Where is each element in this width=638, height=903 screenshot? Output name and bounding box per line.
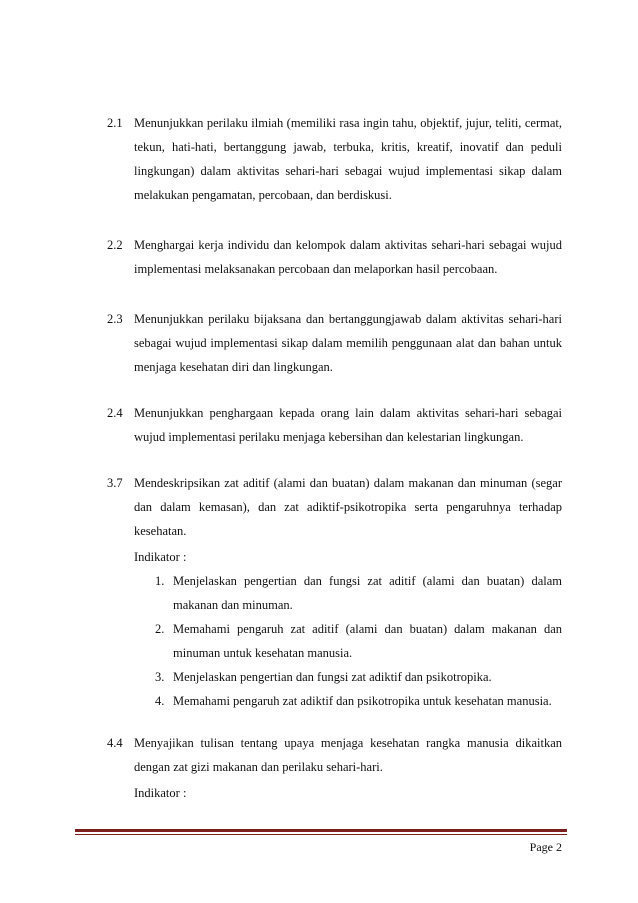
indicator-text: Menjelaskan pengertian dan fungsi zat aditif (alami dan buatan) dalam makanan dan minuman. — [173, 574, 562, 612]
item-text: Menyajikan tulisan tentang upaya menjaga kesehatan rangka manusia dikaitkan dengan zat gizi makanan dan perilaku sehari-hari. — [134, 736, 562, 774]
indicator-text: Memahami pengaruh zat aditif (alami dan buatan) dalam makanan dan minuman untuk kesehatan manusia. — [173, 622, 562, 660]
footer-rule-thin — [75, 834, 567, 835]
item-number: 2.1 — [107, 116, 123, 130]
competency-item-2-1 — [107, 111, 562, 207]
indicator-number: 4. — [155, 694, 165, 708]
item-number: 2.4 — [107, 406, 123, 420]
indicator-text: Menjelaskan pengertian dan fungsi zat adiktif dan psikotropika. — [173, 670, 492, 684]
competency-item-2-4 — [107, 401, 562, 449]
indicator-item — [134, 689, 562, 713]
indicator-label: Indikator : — [134, 550, 187, 564]
item-text: Menunjukkan penghargaan kepada orang lain dalam aktivitas sehari-hari sebagai wujud implementasi perilaku menjaga kebersihan dan kelestarian lingkungan. — [134, 406, 562, 444]
indicator-text: Memahami pengaruh zat adiktif dan psikotropika untuk kesehatan manusia. — [173, 694, 552, 708]
indicator-item — [134, 665, 562, 689]
indicator-number: 2. — [155, 622, 165, 636]
indicator-label: Indikator : — [134, 786, 187, 800]
page-number: Page 2 — [529, 840, 562, 854]
item-text: Mendeskripsikan zat aditif (alami dan buatan) dalam makanan dan minuman (segar dan dalam kemasan), dan zat adiktif-psikotropika serta pengaruhnya terhadap kesehatan. — [134, 476, 562, 538]
indicator-number: 1. — [155, 574, 165, 588]
indicator-number: 3. — [155, 670, 165, 684]
item-number: 2.2 — [107, 238, 123, 252]
indicator-item — [134, 617, 562, 665]
item-text: Menghargai kerja individu dan kelompok dalam aktivitas sehari-hari sebagai wujud implementasi melaksanakan percobaan dan melaporkan hasil percobaan. — [134, 238, 562, 276]
competency-item-2-3 — [107, 307, 562, 379]
footer-rule-thick — [75, 829, 567, 832]
item-number: 4.4 — [107, 736, 123, 750]
item-number: 2.3 — [107, 312, 123, 326]
indicator-item — [134, 569, 562, 617]
indicator-list — [134, 569, 562, 713]
competency-item-3-7 — [107, 471, 562, 713]
competency-item-2-2 — [107, 233, 562, 281]
item-number: 3.7 — [107, 476, 123, 490]
item-text: Menunjukkan perilaku ilmiah (memiliki rasa ingin tahu, objektif, jujur, teliti, cermat, tekun, hati-hati, bertanggung jawab, terbuka, kritis, kreatif, inovatif dan peduli lingkungan) dalam aktivitas sehari-hari sebagai wujud implementasi sikap dalam melakukan pengamatan, percobaan, dan berdiskusi. — [134, 116, 562, 202]
competency-list — [107, 111, 562, 805]
competency-item-4-4 — [107, 731, 562, 805]
item-text: Menunjukkan perilaku bijaksana dan bertanggungjawab dalam aktivitas sehari-hari sebagai wujud implementasi sikap dalam memilih penggunaan alat dan bahan untuk menjaga kesehatan diri dan lingkungan. — [134, 312, 562, 374]
